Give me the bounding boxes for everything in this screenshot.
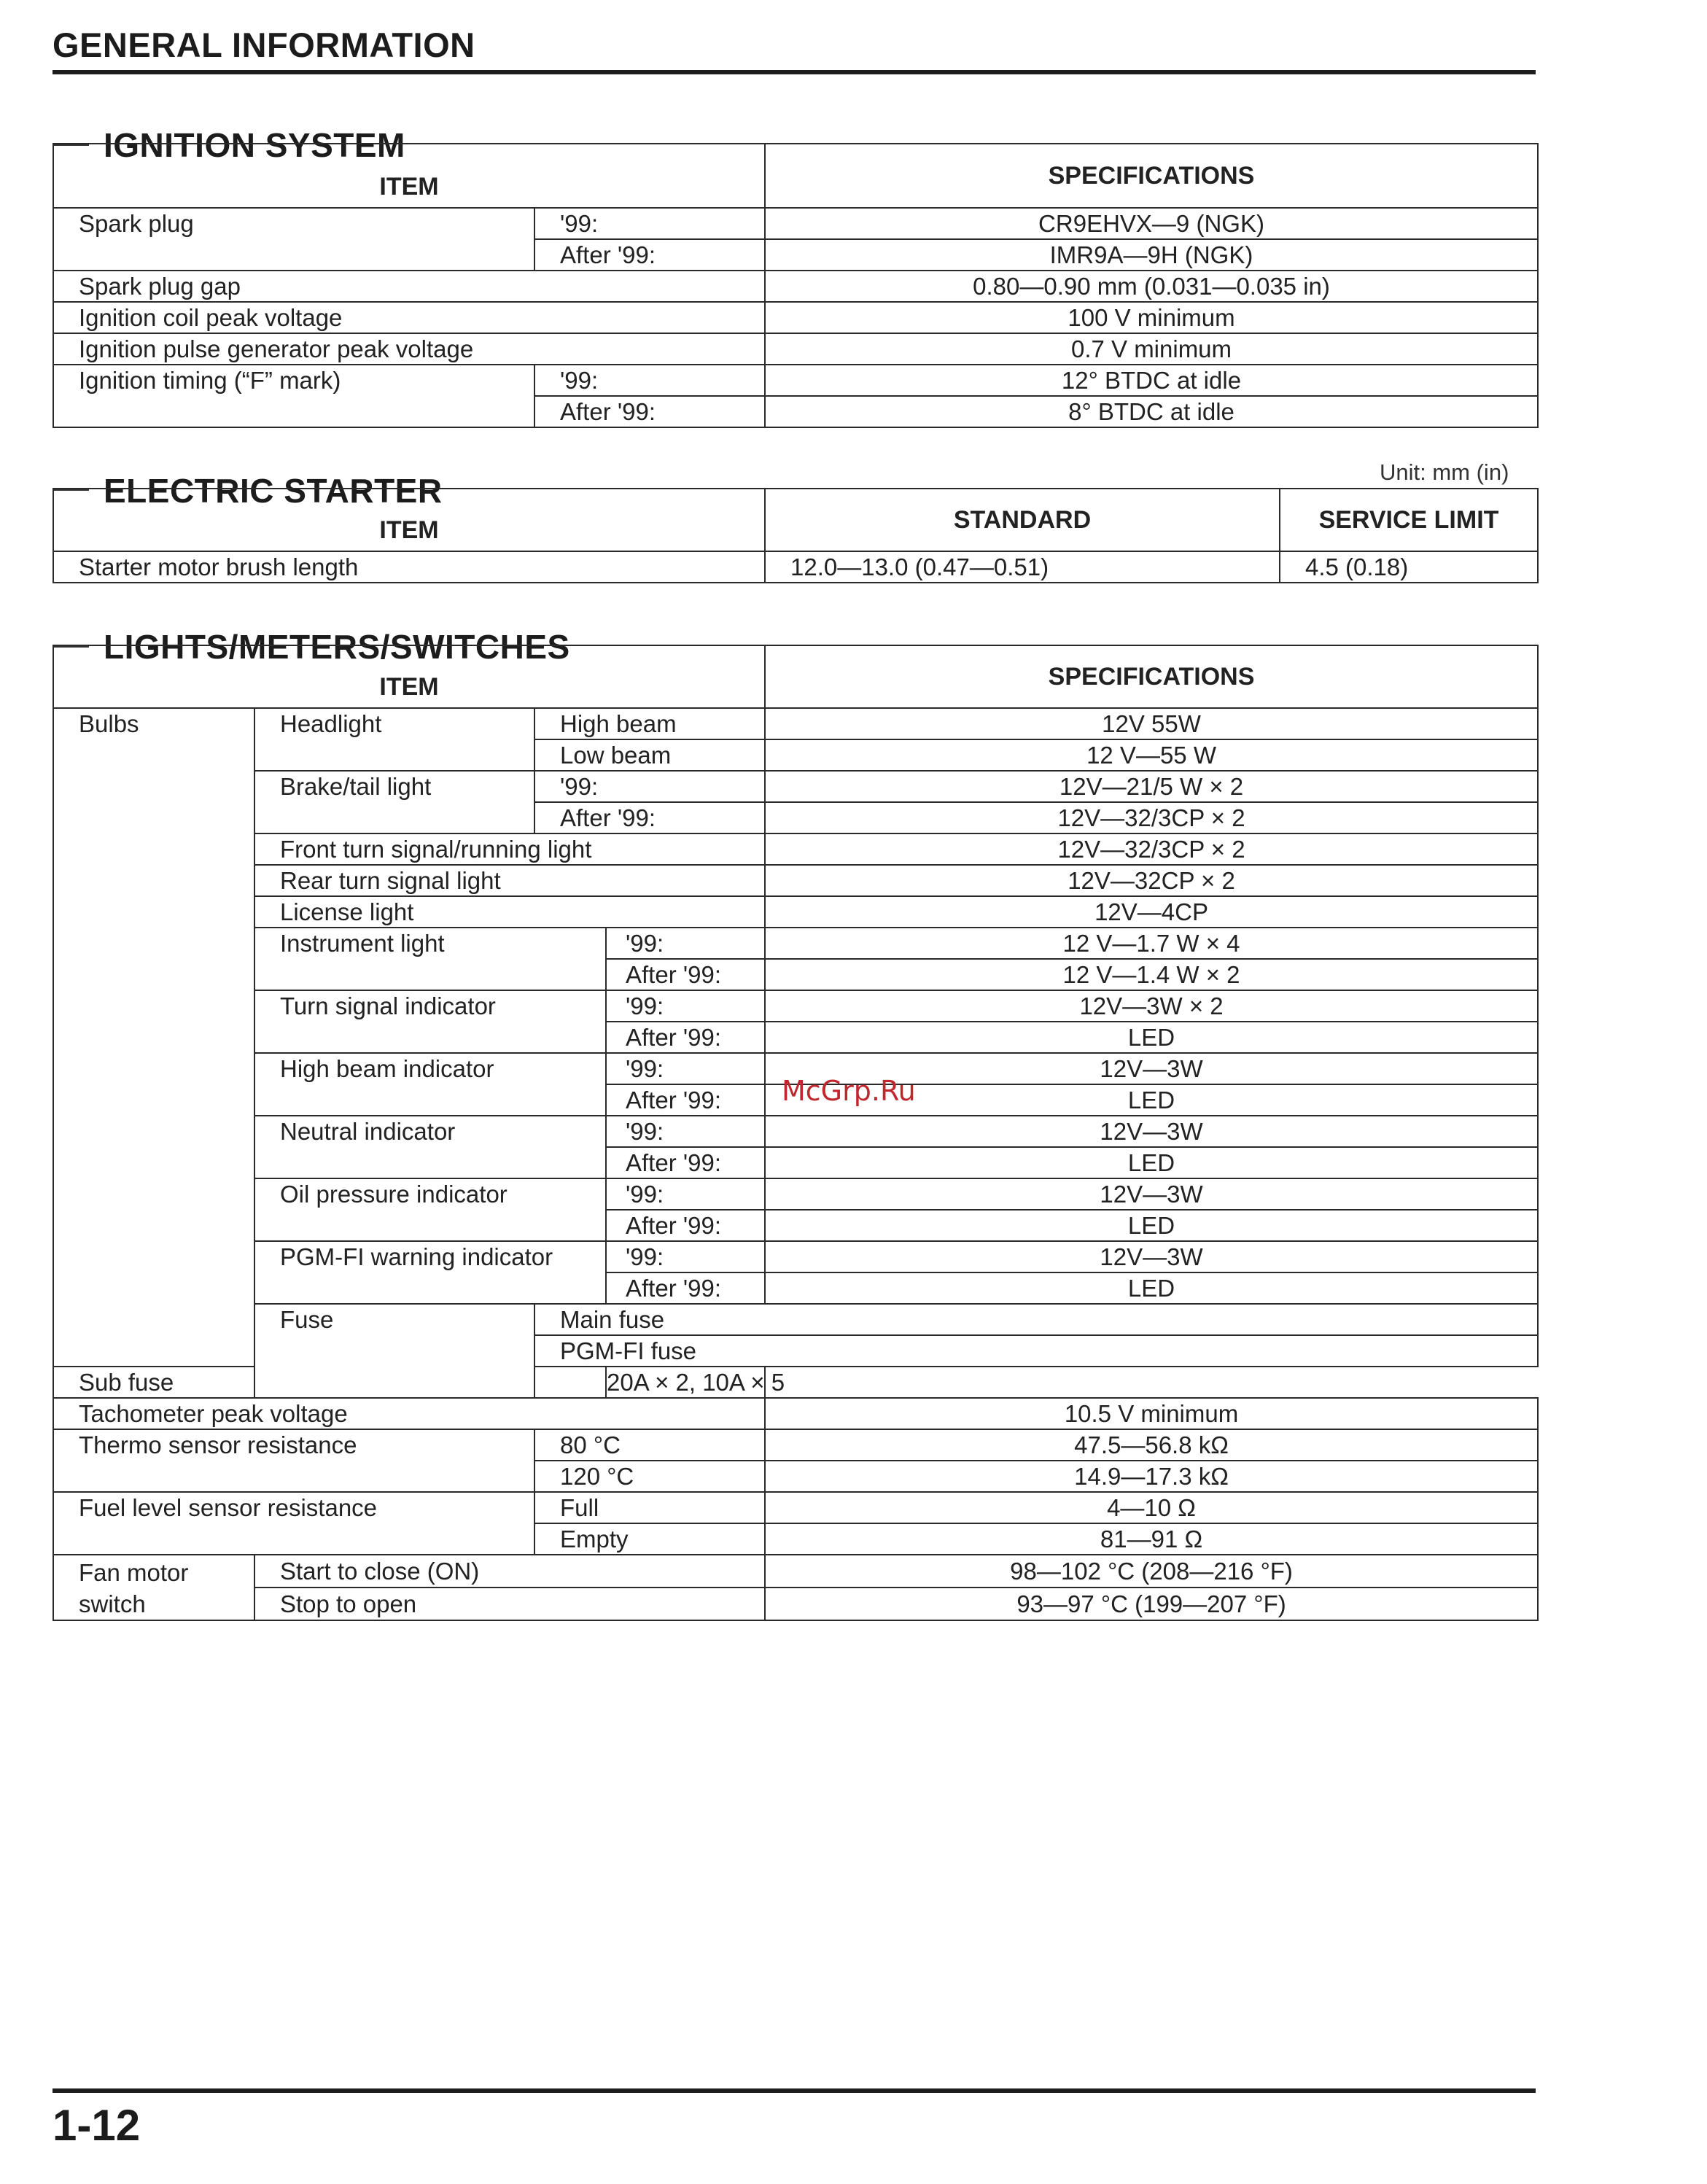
table-row xyxy=(53,1588,1538,1620)
after-99-label: After '99: xyxy=(606,1022,765,1053)
instrument-after-value: 12 V—1.4 W × 2 xyxy=(765,959,1538,990)
sub-fuse-label: Sub fuse xyxy=(53,1367,606,1398)
neutral-indicator-99-value: 12V—3W xyxy=(765,1116,1538,1147)
after-99-label: After '99: xyxy=(606,1147,765,1178)
oil-indicator-99-value: 12V—3W xyxy=(765,1178,1538,1210)
table-row xyxy=(53,896,1538,928)
instrument-light-label: Instrument light xyxy=(254,928,606,990)
table-row xyxy=(53,928,1538,959)
oil-indicator-after-value: LED xyxy=(765,1210,1538,1241)
license-light-value: 12V—4CP xyxy=(765,896,1538,928)
low-beam-label: Low beam xyxy=(534,739,765,771)
turn-indicator-after-value: LED xyxy=(765,1022,1538,1053)
table-header-row xyxy=(53,489,1538,551)
ignition-section-title: IGNITION SYSTEM xyxy=(89,125,416,165)
table-row xyxy=(53,1367,1538,1398)
fuel-empty-value: 81—91 Ω xyxy=(765,1523,1538,1555)
headlight-label: Headlight xyxy=(254,708,534,771)
starter-section-title: ELECTRIC STARTER xyxy=(89,471,453,510)
pgm-fuse-label: PGM-FI fuse xyxy=(534,1335,1538,1367)
page-header-title: GENERAL INFORMATION xyxy=(53,26,475,64)
coil-voltage-label: Ignition coil peak voltage xyxy=(53,302,765,333)
table-row xyxy=(53,333,1538,365)
spark-plug-label: Spark plug xyxy=(53,208,534,271)
ignition-timing-label: Ignition timing (“F” mark) xyxy=(53,365,534,427)
brake-tail-99-value: 12V—21/5 W × 2 xyxy=(765,771,1538,802)
coil-voltage-value: 100 V minimum xyxy=(765,302,1538,333)
col-header-item: ITEM xyxy=(53,144,765,208)
page-number: 1-12 xyxy=(53,2101,141,2150)
timing-99-value: 12° BTDC at idle xyxy=(765,365,1538,396)
pulse-voltage-value: 0.7 V minimum xyxy=(765,333,1538,365)
brake-tail-label: Brake/tail light xyxy=(254,771,534,833)
timing-after-value: 8° BTDC at idle xyxy=(765,396,1538,427)
temp-80-value: 47.5—56.8 kΩ xyxy=(765,1429,1538,1461)
table-row xyxy=(53,771,1538,802)
thermo-sensor-label: Thermo sensor resistance xyxy=(53,1429,534,1492)
license-light-label: License light xyxy=(254,896,765,928)
col-header-specifications: SPECIFICATIONS xyxy=(765,645,1538,708)
year-99-label: '99: xyxy=(606,990,765,1022)
ignition-table xyxy=(53,143,1539,428)
col-header-service-limit: SERVICE LIMIT xyxy=(1280,489,1538,551)
col-header-specifications: SPECIFICATIONS xyxy=(765,144,1538,208)
neutral-indicator-after-value: LED xyxy=(765,1147,1538,1178)
table-row xyxy=(53,1178,1538,1210)
fuel-empty-label: Empty xyxy=(534,1523,765,1555)
table-row xyxy=(53,551,1538,583)
fan-switch-label: Fan motor switch xyxy=(53,1555,254,1620)
spark-plug-gap-label: Spark plug gap xyxy=(53,271,765,302)
table-row xyxy=(53,1429,1538,1461)
pgm-indicator-after-value: LED xyxy=(765,1272,1538,1304)
year-99-label: '99: xyxy=(534,365,765,396)
turn-indicator-label: Turn signal indicator xyxy=(254,990,606,1053)
col-header-item: ITEM xyxy=(53,645,765,708)
year-99-label: '99: xyxy=(606,1178,765,1210)
table-row xyxy=(53,865,1538,896)
table-row xyxy=(53,1116,1538,1147)
fuse-label: Fuse xyxy=(254,1304,534,1398)
high-beam-indicator-99-value: 12V—3W xyxy=(765,1053,1538,1084)
stop-open-value: 93—97 °C (199—207 °F) xyxy=(765,1588,1538,1620)
table-row xyxy=(53,365,1538,396)
stop-open-label: Stop to open xyxy=(254,1588,765,1620)
brush-length-limit: 4.5 (0.18) xyxy=(1280,551,1538,583)
header-rule xyxy=(53,70,1536,74)
rear-turn-value: 12V—32CP × 2 xyxy=(765,865,1538,896)
starter-table xyxy=(53,488,1539,583)
after-99-label: After '99: xyxy=(606,1272,765,1304)
pgm-indicator-label: PGM-FI warning indicator xyxy=(254,1241,606,1304)
watermark-text: McGrp.Ru xyxy=(782,1075,916,1107)
table-header-row xyxy=(53,144,1538,208)
oil-indicator-label: Oil pressure indicator xyxy=(254,1178,606,1241)
table-row xyxy=(53,302,1538,333)
turn-indicator-99-value: 12V—3W × 2 xyxy=(765,990,1538,1022)
unit-note: Unit: mm (in) xyxy=(1380,459,1509,485)
year-99-label: '99: xyxy=(534,208,765,239)
table-row xyxy=(53,833,1538,865)
main-fuse-label: Main fuse xyxy=(534,1304,1538,1335)
high-beam-value: 12V 55W xyxy=(765,708,1538,739)
year-99-label: '99: xyxy=(534,771,765,802)
table-row xyxy=(53,990,1538,1022)
lights-section-title: LIGHTS/METERS/SWITCHES xyxy=(89,627,580,667)
table-header-row xyxy=(53,645,1538,708)
year-99-label: '99: xyxy=(606,1116,765,1147)
after-99-label: After '99: xyxy=(606,959,765,990)
table-row xyxy=(53,1492,1538,1523)
after-99-label: After '99: xyxy=(606,1084,765,1116)
table-row xyxy=(53,1398,1538,1429)
temp-80-label: 80 °C xyxy=(534,1429,765,1461)
spark-plug-99-value: CR9EHVX—9 (NGK) xyxy=(765,208,1538,239)
table-row xyxy=(53,1304,1538,1335)
fuel-full-value: 4—10 Ω xyxy=(765,1492,1538,1523)
spark-plug-gap-value: 0.80—0.90 mm (0.031—0.035 in) xyxy=(765,271,1538,302)
bulbs-label: Bulbs xyxy=(53,708,254,1367)
tachometer-value: 10.5 V minimum xyxy=(765,1398,1538,1429)
pgm-indicator-99-value: 12V—3W xyxy=(765,1241,1538,1272)
tachometer-label: Tachometer peak voltage xyxy=(53,1398,765,1429)
temp-120-label: 120 °C xyxy=(534,1461,765,1492)
year-99-label: '99: xyxy=(606,928,765,959)
col-header-standard: STANDARD xyxy=(765,489,1280,551)
after-99-label: After '99: xyxy=(534,802,765,833)
year-99-label: '99: xyxy=(606,1241,765,1272)
start-close-label: Start to close (ON) xyxy=(254,1555,765,1588)
lights-table xyxy=(53,645,1539,1621)
start-close-value: 98—102 °C (208—216 °F) xyxy=(765,1555,1538,1588)
fuel-sensor-label: Fuel level sensor resistance xyxy=(53,1492,534,1555)
brake-tail-after-value: 12V—32/3CP × 2 xyxy=(765,802,1538,833)
high-beam-indicator-after-value: LED xyxy=(765,1084,1538,1116)
neutral-indicator-label: Neutral indicator xyxy=(254,1116,606,1178)
spark-plug-after-value: IMR9A—9H (NGK) xyxy=(765,239,1538,271)
front-turn-value: 12V—32/3CP × 2 xyxy=(765,833,1538,865)
after-99-label: After '99: xyxy=(606,1210,765,1241)
temp-120-value: 14.9—17.3 kΩ xyxy=(765,1461,1538,1492)
fuel-full-label: Full xyxy=(534,1492,765,1523)
front-turn-label: Front turn signal/running light xyxy=(254,833,765,865)
instrument-99-value: 12 V—1.7 W × 4 xyxy=(765,928,1538,959)
year-99-label: '99: xyxy=(606,1053,765,1084)
sub-fuse-value: 20A × 2, 10A × 5 xyxy=(606,1367,765,1398)
table-row xyxy=(53,271,1538,302)
table-row xyxy=(53,208,1538,239)
rear-turn-label: Rear turn signal light xyxy=(254,865,765,896)
high-beam-label: High beam xyxy=(534,708,765,739)
footer-rule xyxy=(53,2088,1536,2093)
after-99-label: After '99: xyxy=(534,396,765,427)
low-beam-value: 12 V—55 W xyxy=(765,739,1538,771)
after-99-label: After '99: xyxy=(534,239,765,271)
high-beam-indicator-label: High beam indicator xyxy=(254,1053,606,1116)
table-row xyxy=(53,708,1538,739)
pulse-voltage-label: Ignition pulse generator peak voltage xyxy=(53,333,765,365)
brush-length-standard: 12.0—13.0 (0.47—0.51) xyxy=(765,551,1280,583)
table-row xyxy=(53,1241,1538,1272)
col-header-item: ITEM xyxy=(53,489,765,551)
brush-length-label: Starter motor brush length xyxy=(53,551,765,583)
table-row xyxy=(53,1555,1538,1588)
